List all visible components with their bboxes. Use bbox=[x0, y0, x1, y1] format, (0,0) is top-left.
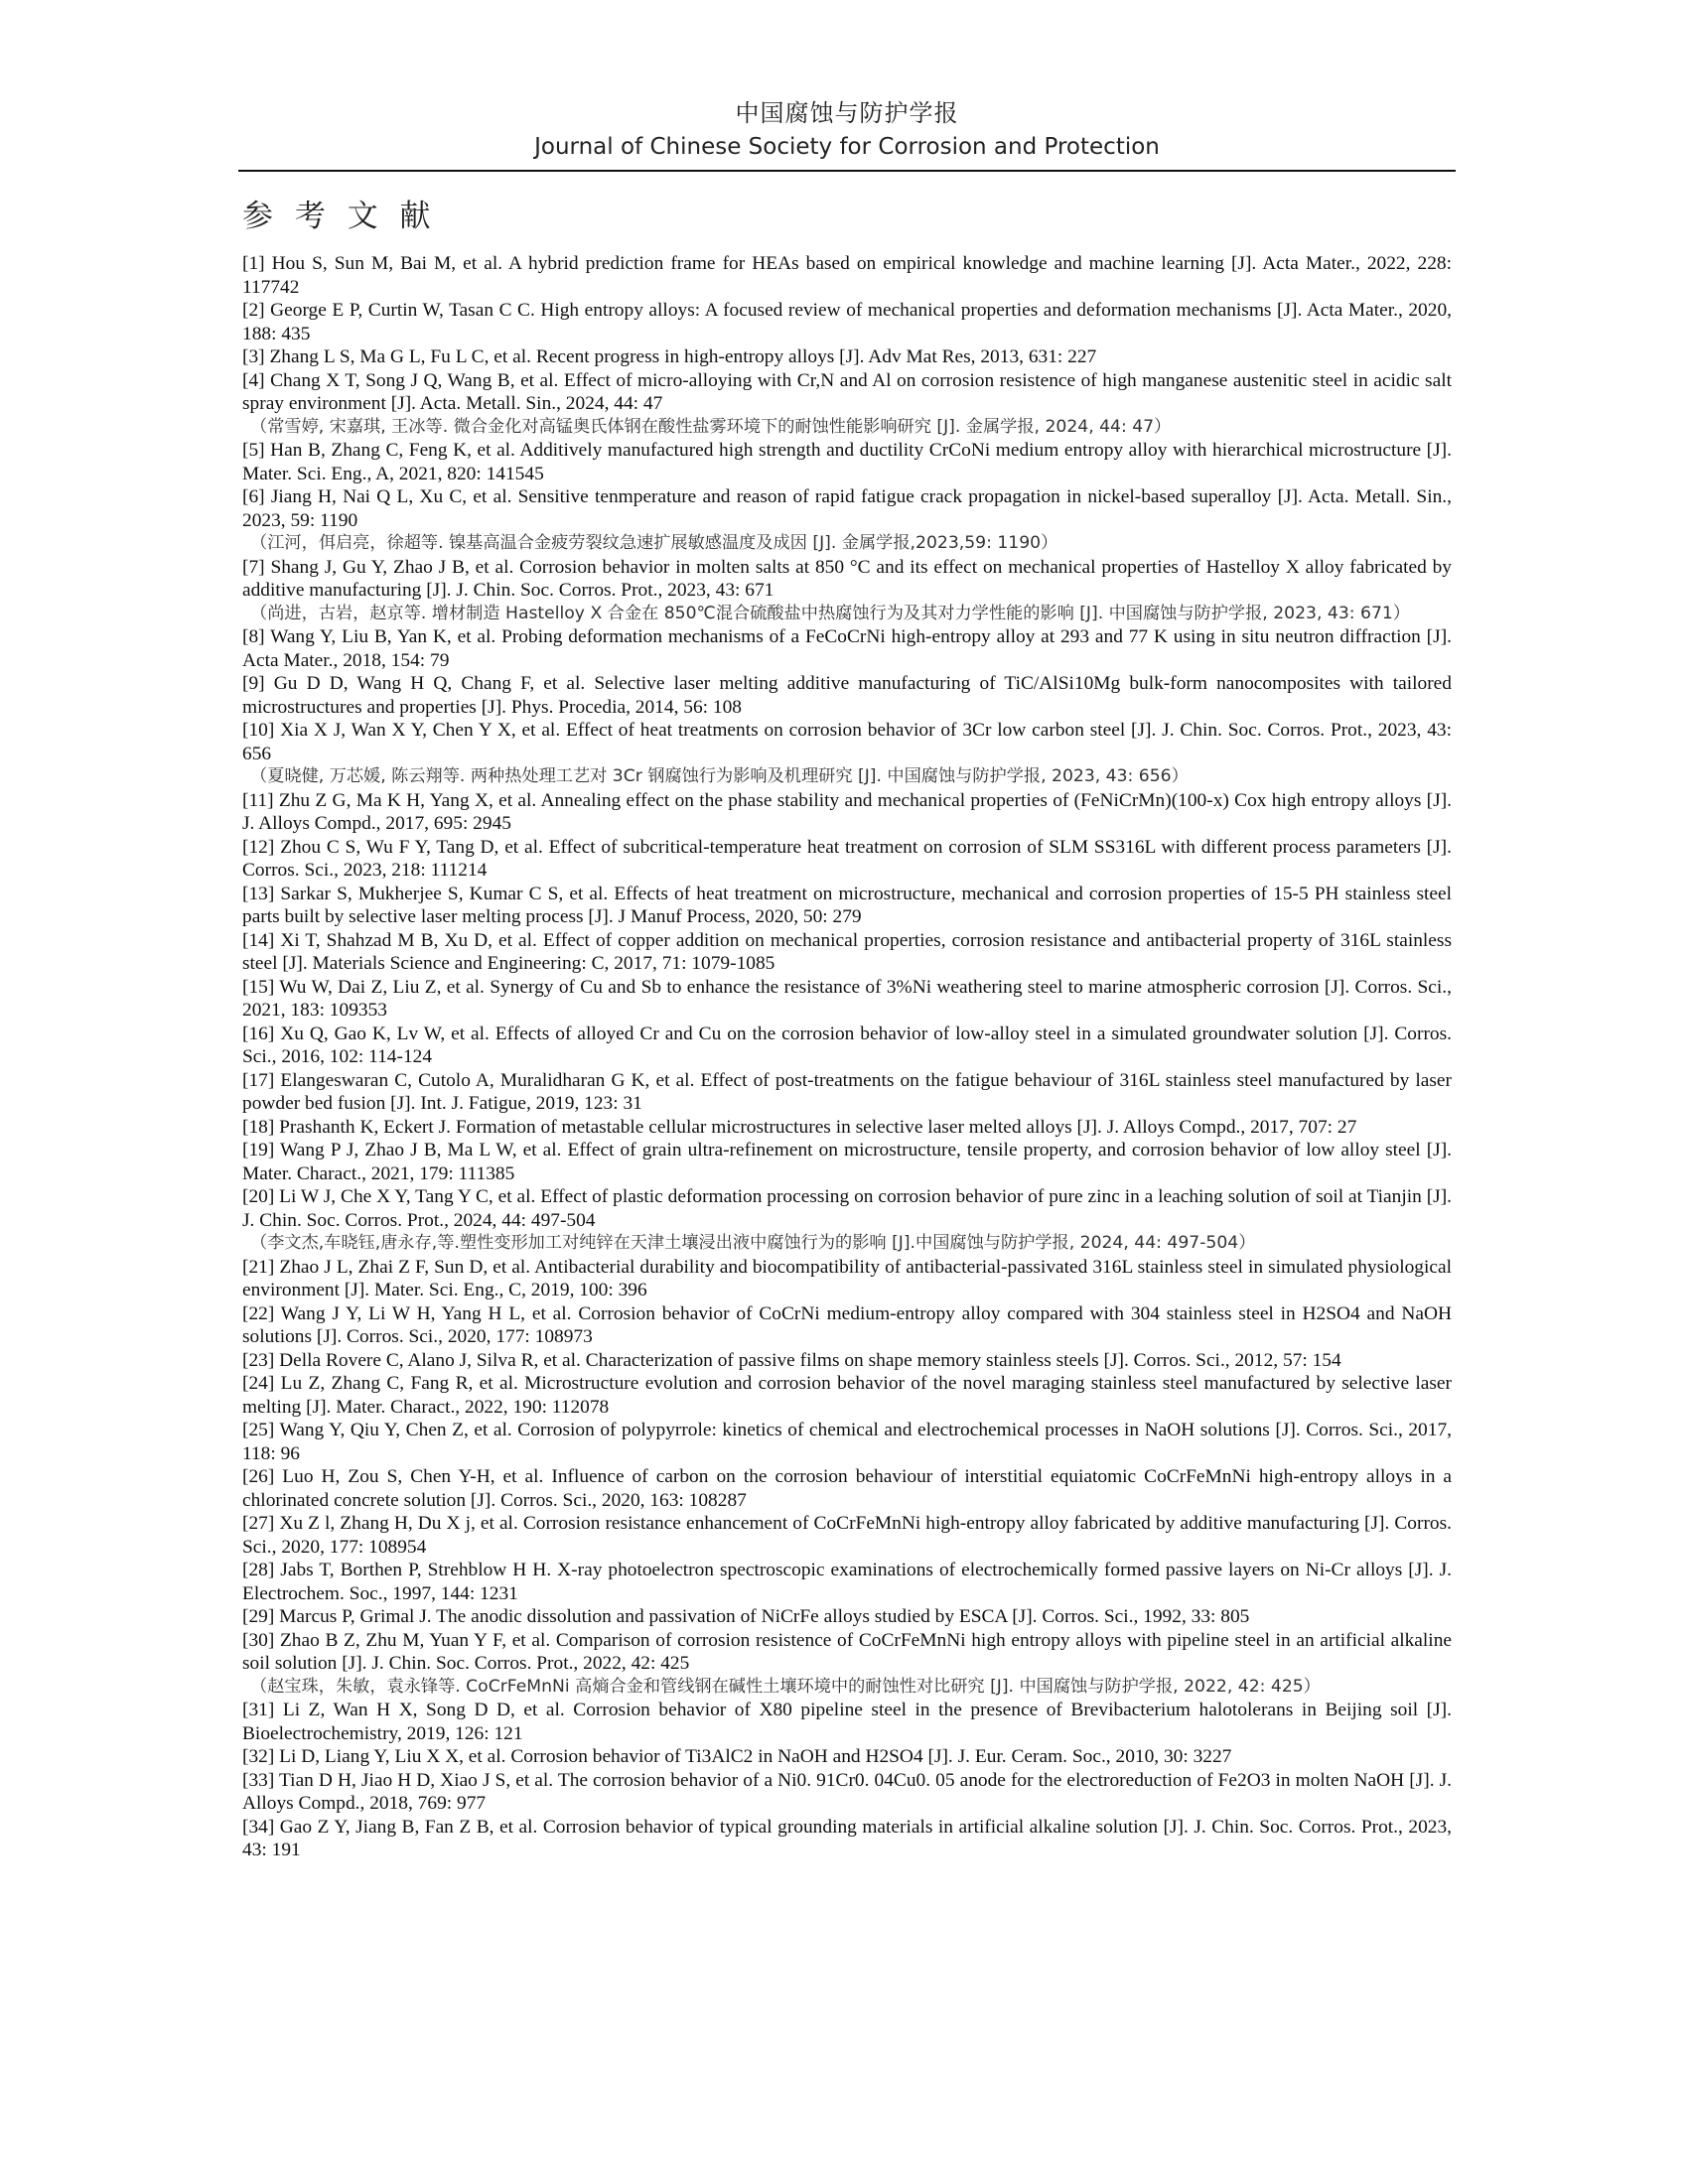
journal-title-chinese: 中国腐蚀与防护学报 bbox=[735, 99, 959, 127]
reference-entry: [30] Zhao B Z, Zhu M, Yuan Y F, et al. Comparison of corrosion resistence of CoCrFeMnNi high entropy alloys with pipeline steel in an artificial alkaline soil solution [J]. J. Chin. Soc. Corros. Prot., 2022, 42: 425 bbox=[242, 1629, 1452, 1674]
reference-entry: [33] Tian D H, Jiao H D, Xiao J S, et al. The corrosion behavior of a Ni0. 91Cr0. 04Cu0. 05 anode for the electroreduction of Fe2O3 in molten NaOH [J]. J. Alloys Compd., 2018, 769: 977 bbox=[242, 1769, 1452, 1814]
reference-entry: [31] Li Z, Wan H X, Song D D, et al. Corrosion behavior of X80 pipeline steel in the presence of Brevibacterium halotolerans in Beijing soil [J]. Bioelectrochemistry, 2019, 126: 121 bbox=[242, 1700, 1452, 1744]
reference-entry: [21] Zhao J L, Zhai Z F, Sun D, et al. Antibacterial durability and biocompatibility of antibacterial-passivated 316L stainless steel in simulated physiological environment [J]. Mater. Sci. Eng., C, 2019, 100: 396 bbox=[242, 1256, 1452, 1300]
reference-entry: [32] Li D, Liang Y, Liu X X, et al. Corrosion behavior of Ti3AlC2 in NaOH and H2SO4 [J]. J. Eur. Ceram. Soc., 2010, 30: 3227 bbox=[242, 1746, 1232, 1767]
reference-entry: [14] Xi T, Shahzad M B, Xu D, et al. Effect of copper addition on mechanical properties, corrosion resistance and antibacterial property of 316L stainless steel [J]. Materials Science and Engineering: C, 2017, 71: 1079-1085 bbox=[242, 929, 1452, 974]
reference-entry: [10] Xia X J, Wan X Y, Chen Y X, et al. Effect of heat treatments on corrosion behavior of 3Cr low carbon steel [J]. J. Chin. Soc. Corros. Prot., 2023, 43: 656 bbox=[242, 720, 1452, 764]
references-heading: 参 考 文 献 bbox=[242, 199, 437, 234]
reference-entry: [9] Gu D D, Wang H Q, Chang F, et al. Selective laser melting additive manufacturing of TiC/AlSi10Mg bulk-form nanocomposites with tailored microstructures and properties [J]. Phys. Procedia, 2014, 56: 108 bbox=[242, 673, 1452, 718]
reference-entry: [13] Sarkar S, Mukherjee S, Kumar C S, et al. Effects of heat treatment on microstructure, mechanical and corrosion properties of 15-5 PH stainless steel parts built by selective laser melting process [J]. J Manuf Process, 2020, 50: 279 bbox=[242, 883, 1452, 927]
reference-chinese-translation: （江河，佴启亮，徐超等. 镍基高温合金疲劳裂纹急速扩展敏感温度及成因 [J]. 金属学报,2023,59: 1190） bbox=[250, 533, 1058, 553]
reference-entry: [29] Marcus P, Grimal J. The anodic dissolution and passivation of NiCrFe alloys studied by ESCA [J]. Corros. Sci., 1992, 33: 805 bbox=[242, 1606, 1250, 1627]
reference-entry: [20] Li W J, Che X Y, Tang Y C, et al. Effect of plastic deformation processing on corrosion behavior of pure zinc in a leaching solution of soil at Tianjin [J]. J. Chin. Soc. Corros. Prot., 2024, 44: 497-504 bbox=[242, 1186, 1452, 1231]
reference-entry: [4] Chang X T, Song J Q, Wang B, et al. Effect of micro-alloying with Cr,N and Al on corrosion resistence of high manganese austenitic steel in acidic salt spray environment [J]. Acta. Metall. Sin., 2024, 44: 47 bbox=[242, 369, 1452, 414]
reference-entry: [22] Wang J Y, Li W H, Yang H L, et al. Corrosion behavior of CoCrNi medium-entropy alloy compared with 304 stainless steel in H2SO4 and NaOH solutions [J]. Corros. Sci., 2020, 177: 108973 bbox=[242, 1302, 1452, 1347]
reference-chinese-translation: （李文杰,车晓钰,唐永存,等.塑性变形加工对纯锌在天津土壤浸出液中腐蚀行为的影响 [J].中国腐蚀与防护学报, 2024, 44: 497-504） bbox=[250, 1233, 1256, 1253]
reference-entry: [19] Wang P J, Zhao J B, Ma L W, et al. Effect of grain ultra-refinement on microstructure, tensile property, and corrosion behavior of low alloy steel [J]. Mater. Charact., 2021, 179: 111385 bbox=[242, 1140, 1452, 1184]
reference-entry: [28] Jabs T, Borthen P, Strehblow H H. X-ray photoelectron spectroscopic examinations of electrochemically formed passive layers on Ni-Cr alloys [J]. J. Electrochem. Soc., 1997, 144: 1231 bbox=[242, 1560, 1452, 1604]
reference-entry: [1] Hou S, Sun M, Bai M, et al. A hybrid prediction frame for HEAs based on empirical knowledge and machine learning [J]. Acta Mater., 2022, 228: 117742 bbox=[242, 253, 1452, 298]
reference-entry: [16] Xu Q, Gao K, Lv W, et al. Effects of alloyed Cr and Cu on the corrosion behavior of low-alloy steel in a simulated groundwater solution [J]. Corros. Sci., 2016, 102: 114-124 bbox=[242, 1023, 1452, 1067]
reference-chinese-translation: （夏晓健, 万芯媛, 陈云翔等. 两种热处理工艺对 3Cr 钢腐蚀行为影响及机理研究 [J]. 中国腐蚀与防护学报, 2023, 43: 656） bbox=[250, 766, 1189, 786]
journal-header bbox=[238, 97, 1456, 163]
reference-entry: [6] Jiang H, Nai Q L, Xu C, et al. Sensitive tenmperature and reason of rapid fatigue crack propagation in nickel-based superalloy [J]. Acta. Metall. Sin., 2023, 59: 1190 bbox=[242, 486, 1452, 531]
reference-entry: [5] Han B, Zhang C, Feng K, et al. Additively manufactured high strength and ductility CrCoNi medium entropy alloy with hierarchical microstructure [J]. Mater. Sci. Eng., A, 2021, 820: 141545 bbox=[242, 440, 1452, 484]
reference-entry: [25] Wang Y, Qiu Y, Chen Z, et al. Corrosion of polypyrrole: kinetics of chemical and electrochemical processes in NaOH solutions [J]. Corros. Sci., 2017, 118: 96 bbox=[242, 1420, 1452, 1464]
reference-entry: [2] George E P, Curtin W, Tasan C C. High entropy alloys: A focused review of mechanical properties and deformation mechanisms [J]. Acta Mater., 2020, 188: 435 bbox=[242, 300, 1452, 344]
reference-entry: [12] Zhou C S, Wu F Y, Tang D, et al. Effect of subcritical-temperature heat treatment on corrosion of SLM SS316L with different process parameters [J]. Corros. Sci., 2023, 218: 111214 bbox=[242, 836, 1452, 881]
reference-chinese-translation: （赵宝珠，朱敏，袁永锋等. CoCrFeMnNi 高熵合金和管线钢在碱性土壤环境中的耐蚀性对比研究 [J]. 中国腐蚀与防护学报, 2022, 42: 425） bbox=[250, 1676, 1321, 1697]
journal-title-english: Journal of Chinese Society for Corrosion and Protection bbox=[534, 134, 1160, 160]
header-divider bbox=[238, 170, 1456, 172]
reference-entry: [15] Wu W, Dai Z, Liu Z, et al. Synergy of Cu and Sb to enhance the resistance of 3%Ni weathering steel to marine atmospheric corrosion [J]. Corros. Sci., 2021, 183: 109353 bbox=[242, 976, 1452, 1021]
reference-entry: [24] Lu Z, Zhang C, Fang R, et al. Microstructure evolution and corrosion behavior of the novel maraging stainless steel manufactured by selective laser melting [J]. Mater. Charact., 2022, 190: 112078 bbox=[242, 1373, 1452, 1418]
reference-entry: [27] Xu Z l, Zhang H, Du X j, et al. Corrosion resistance enhancement of CoCrFeMnNi high-entropy alloy fabricated by additive manufacturing [J]. Corros. Sci., 2020, 177: 108954 bbox=[242, 1513, 1452, 1558]
reference-entry: [8] Wang Y, Liu B, Yan K, et al. Probing deformation mechanisms of a FeCoCrNi high-entropy alloy at 293 and 77 K using in situ neutron diffraction [J]. Acta Mater., 2018, 154: 79 bbox=[242, 626, 1452, 671]
reference-entry: [3] Zhang L S, Ma G L, Fu L C, et al. Recent progress in high-entropy alloys [J]. Adv Mat Res, 2013, 631: 227 bbox=[242, 346, 1097, 367]
reference-entry: [11] Zhu Z G, Ma K H, Yang X, et al. Annealing effect on the phase stability and mechanical properties of (FeNiCrMn)(100-x) Cox high entropy alloys [J]. J. Alloys Compd., 2017, 695: 2945 bbox=[242, 789, 1452, 834]
reference-entry: [34] Gao Z Y, Jiang B, Fan Z B, et al. Corrosion behavior of typical grounding materials in artificial alkaline solution [J]. J. Chin. Soc. Corros. Prot., 2023, 43: 191 bbox=[242, 1816, 1452, 1860]
reference-chinese-translation: （常雪婷, 宋嘉琪, 王冰等. 微合金化对高锰奥氏体钢在酸性盐雾环境下的耐蚀性能影响研究 [J]. 金属学报, 2024, 44: 47） bbox=[250, 416, 1172, 437]
reference-entry: [23] Della Rovere C, Alano J, Silva R, et al. Characterization of passive films on shape memory stainless steels [J]. Corros. Sci., 2012, 57: 154 bbox=[242, 1349, 1341, 1371]
reference-entry: [26] Luo H, Zou S, Chen Y-H, et al. Influence of carbon on the corrosion behaviour of interstitial equiatomic CoCrFeMnNi high-entropy alloys in a chlorinated concrete solution [J]. Corros. Sci., 2020, 163: 108287 bbox=[242, 1466, 1452, 1511]
reference-chinese-translation: （尚进，古岩，赵京等. 增材制造 Hastelloy X 合金在 850℃混合硫酸盐中热腐蚀行为及其对力学性能的影响 [J]. 中国腐蚀与防护学报, 2023, 43: 671） bbox=[250, 603, 1411, 623]
reference-list bbox=[242, 252, 1452, 1862]
reference-entry: [7] Shang J, Gu Y, Zhao J B, et al. Corrosion behavior in molten salts at 850 °C and its effect on mechanical properties of Hastelloy X alloy fabricated by additive manufacturing [J]. J. Chin. Soc. Corros. Prot., 2023, 43: 671 bbox=[242, 556, 1452, 601]
reference-entry: [17] Elangeswaran C, Cutolo A, Muralidharan G K, et al. Effect of post-treatments on the fatigue behaviour of 316L stainless steel manufactured by laser powder bed fusion [J]. Int. J. Fatigue, 2019, 123: 31 bbox=[242, 1069, 1452, 1114]
reference-entry: [18] Prashanth K, Eckert J. Formation of metastable cellular microstructures in selective laser melted alloys [J]. J. Alloys Compd., 2017, 707: 27 bbox=[242, 1116, 1357, 1138]
